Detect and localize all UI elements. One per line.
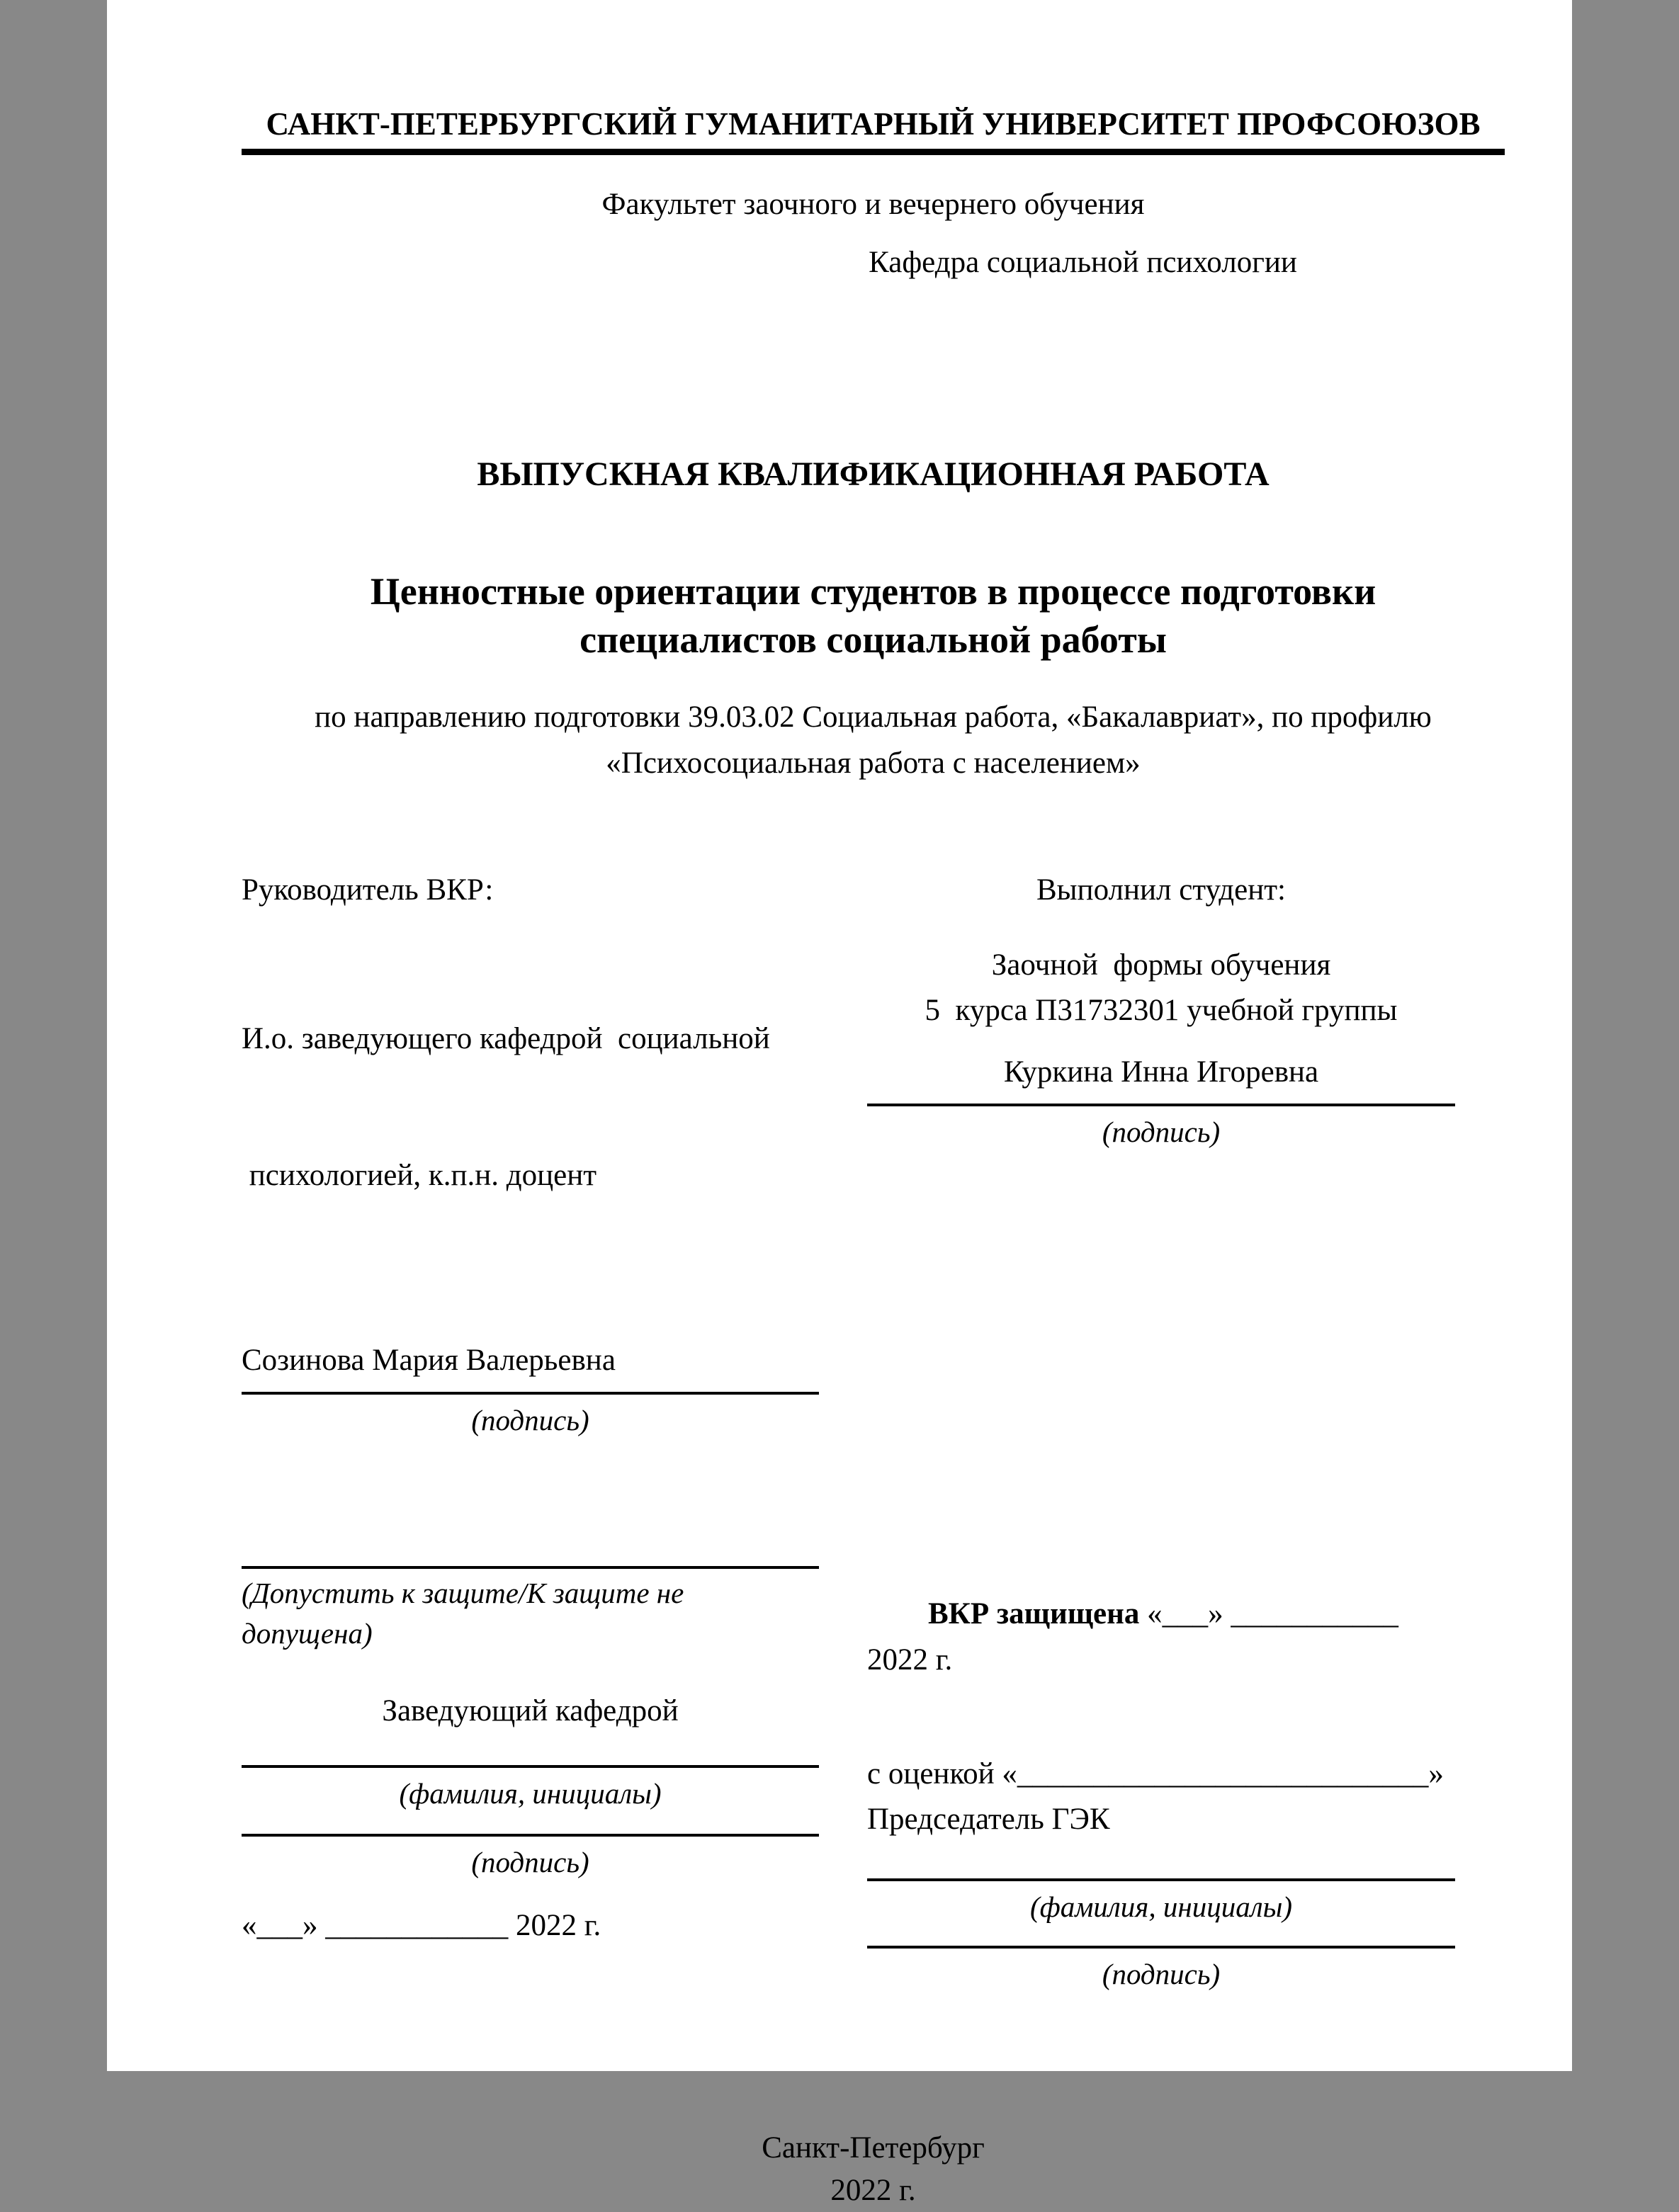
thesis-title-line-1: Ценностные ориентации студентов в процессе подготовки xyxy=(370,570,1376,613)
supervisor-position-line-1: И.о. заведующего кафедрой социальной xyxy=(242,1021,770,1055)
defense-status-label: ВКР защищена xyxy=(928,1597,1140,1631)
thesis-title-line-2: специалистов социальной работы xyxy=(580,618,1167,662)
student-group: 5 курса П31732301 учебной группы xyxy=(925,994,1398,1028)
header-divider-rule xyxy=(242,149,1505,155)
defense-status-date: «___» ___________ 2022 г. xyxy=(867,1597,1406,1677)
signatories-section xyxy=(242,868,1505,1441)
admission-decision-line xyxy=(242,1566,819,1569)
gek-chair-name-caption: (фамилия, инициалы) xyxy=(1029,1890,1292,1923)
admission-note-caption: (Допустить к защите/К защите не допущена) xyxy=(242,1576,684,1650)
student-study-form: Заочной формы обучения xyxy=(991,948,1331,982)
student-block xyxy=(867,868,1455,1441)
department-name: Кафедра социальной психологии xyxy=(869,245,1297,279)
department-head-name-line xyxy=(242,1765,819,1768)
footer xyxy=(242,2127,1505,2212)
footer-city: Санкт-Петербург xyxy=(762,2131,985,2165)
gek-chair-title: Председатель ГЭК xyxy=(867,1803,1110,1837)
supervisor-block xyxy=(242,868,819,1441)
program-info xyxy=(242,695,1505,786)
supervisor-signature-line xyxy=(242,1392,819,1395)
student-signature-caption: (подпись) xyxy=(1102,1116,1221,1149)
gek-chair-name-line xyxy=(867,1878,1455,1881)
defense-status-line xyxy=(867,1546,1455,1729)
defense-block xyxy=(867,1546,1455,1995)
program-info-line-1: по направлению подготовки 39.03.02 Социальная работа, «Бакалавриат», по профилю xyxy=(315,701,1432,735)
supervisor-signature-caption: (подпись) xyxy=(471,1404,589,1437)
department-head-title: Заведующий кафедрой xyxy=(382,1694,679,1728)
defense-grade-line: с оценкой «___________________________» xyxy=(867,1757,1444,1791)
faculty-name: Факультет заочного и вечернего обучения xyxy=(601,187,1145,221)
admission-block xyxy=(242,1546,819,1995)
supervisor-position-line-2: психологией, к.п.н. доцент xyxy=(242,1159,597,1193)
footer-year: 2022 г. xyxy=(830,2173,916,2207)
university-name: САНКТ-ПЕТЕРБУРГСКИЙ ГУМАНИТАРНЫЙ УНИВЕРСИТЕТ ПРОФСОЮЗОВ xyxy=(266,106,1481,142)
thesis-title xyxy=(242,567,1505,664)
supervisor-position xyxy=(242,925,819,1291)
student-signature-line xyxy=(867,1104,1455,1106)
department-head-signature-caption: (подпись) xyxy=(471,1846,589,1879)
gek-chair-signature-line xyxy=(867,1946,1455,1949)
gek-chair-signature-caption: (подпись) xyxy=(1102,1958,1221,1991)
student-label: Выполнил студент: xyxy=(1036,873,1287,907)
department-head-name-caption: (фамилия, инициалы) xyxy=(399,1777,662,1810)
title-page xyxy=(107,0,1572,2207)
supervisor-label: Руководитель ВКР: xyxy=(242,873,494,907)
supervisor-name: Созинова Мария Валерьевна xyxy=(242,1343,616,1377)
student-name: Куркина Инна Игоревна xyxy=(1003,1055,1319,1089)
admission-date-line: «___» ____________ 2022 г. xyxy=(242,1908,601,1942)
work-type-heading: ВЫПУСКНАЯ КВАЛИФИКАЦИОННАЯ РАБОТА xyxy=(477,455,1270,494)
program-info-line-2: «Психосоциальная работа с населением» xyxy=(606,746,1141,780)
approval-section xyxy=(242,1546,1505,1995)
department-head-signature-line xyxy=(242,1834,819,1837)
